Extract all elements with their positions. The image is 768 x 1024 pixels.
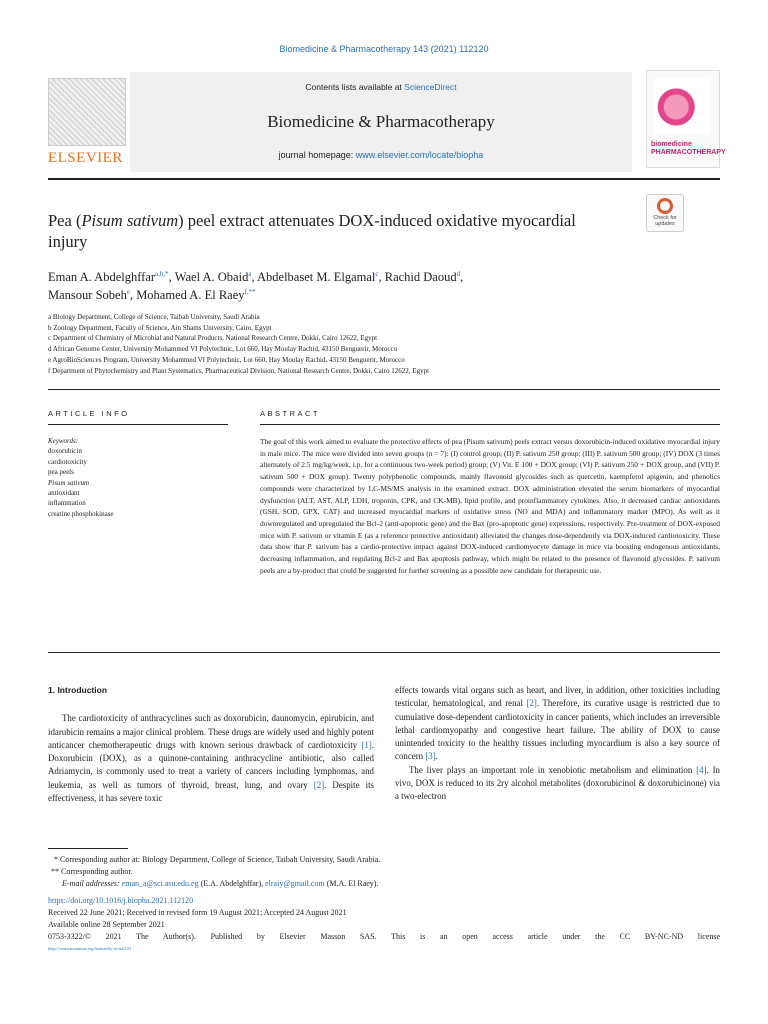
- article-info-heading: ARTICLE INFO: [48, 409, 130, 418]
- check-updates-label: Check for updates: [653, 215, 677, 227]
- affiliation: c Department of Chemistry of Microbial and Natural Products, National Research Centre, Dokki, Cairo 12622, Egypt: [48, 334, 378, 343]
- author-name[interactable]: Rachid Daoud: [384, 270, 457, 284]
- affiliation: f Department of Phytochemistry and Plant Systematics, Pharmaceutical Division, National Research Centre, Dokki, Cairo 12622, Egypt: [48, 366, 430, 375]
- title-italic: Pisum sativum: [81, 211, 179, 230]
- author-list: Eman A. Abdelghffar$^{a,b,*}$, Wael A. Obaid$^a$, Abdelbaset M. Elgamal$^c$, Rachid Daoud$^d$, Mansour Sobeh$^e$, Mohamed A. El Raey$^{f,**}$: [48, 269, 464, 302]
- keywords-block: [48, 436, 228, 519]
- paragraph: [48, 712, 374, 805]
- keyword: cardiotoxicity: [48, 457, 87, 466]
- affiliation: b Zoology Department, Faculty of Science, Ain Shams University, Cairo, Egypt: [48, 323, 272, 332]
- cover-image-icon: [653, 79, 711, 135]
- article-title: [48, 210, 608, 252]
- body-column-right: [395, 684, 720, 803]
- citation-link[interactable]: [4]: [696, 764, 707, 775]
- affiliation: d African Genome Center, University Mohammed VI Polytechnic, Lot 660, Hay Moulay Rachid, 43150 Benguerir, Morocco: [48, 345, 398, 354]
- author-name[interactable]: Mohamed A. El Raey: [136, 288, 245, 302]
- license-link[interactable]: (http://creativecommons.org/licenses/by-nc-nd/4.0/): [48, 946, 132, 952]
- keyword: doxorubicin: [48, 447, 82, 456]
- affiliations-divider: [48, 389, 720, 390]
- email-owner: (E.A. Abdelghffar),: [198, 879, 266, 889]
- email-line: [48, 878, 720, 890]
- author-affil-sup[interactable]: e: [126, 287, 130, 296]
- keyword: Pisum sativum: [48, 478, 90, 487]
- section-heading: 1. Introduction: [48, 685, 108, 695]
- elsevier-tree-icon: [48, 78, 126, 146]
- elsevier-wordmark: ELSEVIER: [48, 150, 123, 166]
- keyword: creatine phosphokinase: [48, 509, 114, 518]
- article-info-rule: [48, 424, 228, 425]
- abstract-rule: [260, 424, 720, 425]
- copyright-line: 0753-3322/© 2021 The Author(s). Published by Elsevier Masson SAS. This is an open access article under the CC BY-NC-ND license: [48, 932, 720, 942]
- keyword: antioxidant: [48, 489, 80, 498]
- paragraph: [395, 764, 720, 804]
- journal-cover[interactable]: [646, 70, 726, 168]
- text-run: The liver plays an important role in xenobiotic metabolism and elimination: [409, 764, 697, 775]
- body-column-left: [48, 684, 374, 805]
- abstract-heading: ABSTRACT: [260, 409, 321, 418]
- contents-prefix: Contents lists available at: [305, 82, 405, 92]
- text-run: . Therefore, its curative usage is restricted due to cumulative dose-dependent cardiotoxicity in cancer patients, which includes an irreversible lethal cardiomyopathy and congestive heart failure. The ability of DOX to cause unintended toxicity to the healthy tissues including myocardium is also a key source of concern: [395, 698, 720, 762]
- author-affil-sup[interactable]: c: [375, 269, 379, 278]
- text-run: . Doxorubicin (DOX), as a quinone-containing anthracycline antibiotic, also called Adriamycin, is commonly used to treat a variety of cancers including lymphomas, and leukemia, as well as tumors of thyroid, breast, lung, and ovary: [48, 739, 374, 790]
- author-name[interactable]: Abdelbaset M. Elgamal: [257, 270, 376, 284]
- homepage-prefix: journal homepage:: [278, 150, 356, 160]
- keyword: inflammation: [48, 499, 86, 508]
- available-online: Available online 28 September 2021: [48, 920, 165, 930]
- author-name[interactable]: Wael A. Obaid: [174, 270, 249, 284]
- title-pre: Pea (: [48, 211, 82, 230]
- cover-title: biomedicine PHARMACOTHERAPY: [651, 141, 726, 156]
- check-updates-icon: [657, 198, 673, 214]
- citation-link[interactable]: [3]: [425, 751, 436, 762]
- footnotes: [48, 854, 720, 956]
- email-link[interactable]: elraiy@gmail.com: [265, 879, 325, 889]
- contents-line: [130, 82, 632, 92]
- check-for-updates-button[interactable]: [646, 194, 684, 232]
- homepage-line: [130, 150, 632, 160]
- history-dates: Received 22 June 2021; Received in revised form 19 August 2021; Accepted 24 August 2021: [48, 907, 347, 917]
- author-name[interactable]: Eman A. Abdelghffar: [48, 270, 156, 284]
- citation-link[interactable]: [1]: [361, 739, 372, 750]
- text-run: The cardiotoxicity of anthracyclines such as doxorubicin, daunomycin, epirubicin, and idarubicin remains a major clinical problem. These drugs are widely used and highly potent anticancer chemotherapeutic drugs with known serious drawback of cardiotoxicity: [48, 713, 374, 750]
- footnote-rule: [48, 848, 128, 849]
- author-affil-sup[interactable]: d: [456, 269, 461, 278]
- author-affil-sup[interactable]: f,**: [244, 287, 256, 296]
- author-name[interactable]: Mansour Sobeh: [48, 288, 127, 302]
- text-run: . In vivo, DOX is reduced to its 2ry alcohol metabolites (doxorubicinol & doxorubicinone) via a two-electron: [395, 764, 720, 801]
- text-run: . Despite its effectiveness, it has severe toxic: [48, 779, 374, 803]
- abstract-text: The goal of this work aimed to evaluate the protective effects of pea (Pisum sativum) peels extract versus doxorubicin-induced oxidative myocardial injury in male mice. The mice were divided into seven groups (n = 7): (I) control group; (II) P. sativum 250 group; (III) P. sativum 500 group; (IV) DOX (3 times alternately of 2.5 mg/kg/week, i.p. for a continuous two-week period) group; (V) Vit. E 100 + DOX group; (VI) P. sativum 250 + DOX group, and (VII) P. sativum 500 + DOX group). Twenty polyphenolic compounds, mainly flavonoid glycosides such as quercetin, kaempferol apigenin, and phenolics compounds were characterized by LC-MS/MS analysis in the examined extract. DOX administration elevated the serum biomarkers of myocardial dysfunction (ALT, AST, ALP, LDH, troponin, CPK, and CK-MB), lipid profile, and proinflammatory cytokines. Also, it decreased cardiac antioxidants (GSH, SOD, GPX, CAT) and increased myocardial markers of oxidative stress (NO and MDA) and inflammatory marker (MPO). As well as it downregulated and upregulated the Bcl-2 (anti-apoptotic gene) and the Bax (pro-apoptotic gene) expressions, respectively. Pre-treatment of DOX-exposed mice with P. sativum or vitamin E (as a reference protective antioxidant) alleviated the changes dose-dependently via DOX-induced cardiotoxicity. These data show that P. sativum has a cardio-protective impact against DOX-induced cardiomyocyte damage in mice via boosting endogenous antioxidants, decreasing inflammation, and regulating Bcl-2 and Bax apoptosis pathway, which might be related to the presence of flavonoid glycosides. P. sativum peels are a by-product that could be suggested for further screening as a possible new candidate for therapeutic use.: [260, 437, 720, 575]
- affiliation: a Biology Department, College of Science, Taibah University, Saudi Arabia: [48, 313, 260, 321]
- text-run: effects towards vital organs such as heart, and liver, in addition, other toxicities including testicular, hematological, and renal: [395, 685, 720, 709]
- header-divider: [48, 178, 720, 180]
- email-link[interactable]: eman_a@sci.asu.edu.eg: [121, 879, 199, 889]
- paragraph: [395, 684, 720, 764]
- author-affil-sup[interactable]: a: [248, 269, 252, 278]
- author-affil-sup[interactable]: a,b,*: [155, 269, 169, 278]
- journal-citation[interactable]: Biomedicine & Pharmacotherapy 143 (2021) 112120: [279, 44, 489, 54]
- journal-header: [48, 68, 726, 173]
- title-post: ) peel extract attenuates DOX-induced oxidative myocardial injury: [48, 211, 576, 251]
- doi-link[interactable]: https://doi.org/10.1016/j.biopha.2021.112120: [48, 895, 194, 905]
- journal-banner: [130, 72, 632, 172]
- journal-name: Biomedicine & Pharmacotherapy: [267, 112, 495, 131]
- corresponding-author-note: ** Corresponding author.: [51, 867, 133, 877]
- keyword: pea peels: [48, 468, 74, 477]
- keywords-label: Keywords:: [48, 437, 79, 445]
- sciencedirect-link[interactable]: ScienceDirect: [404, 82, 457, 92]
- citation-link[interactable]: [2]: [313, 779, 325, 790]
- affiliations: [48, 312, 708, 376]
- email-label: E-mail addresses:: [62, 879, 122, 889]
- text-run: .: [435, 751, 438, 762]
- email-owner: (M.A. El Raey).: [324, 879, 379, 889]
- affiliation: e AgroBioSciences Program, University Mohammed VI Polytechnic, Lot 660, Hay Moulay Rachid, 43150 Benguerir, Morocco: [48, 355, 405, 364]
- elsevier-logo[interactable]: [48, 78, 128, 170]
- abstract-bottom-rule: [48, 652, 720, 653]
- corresponding-author-note: * Corresponding author at: Biology Department, College of Science, Taibah University, Saudi Arabia.: [54, 855, 381, 864]
- homepage-link[interactable]: www.elsevier.com/locate/biopha: [355, 150, 484, 160]
- citation-link[interactable]: [2]: [526, 698, 537, 709]
